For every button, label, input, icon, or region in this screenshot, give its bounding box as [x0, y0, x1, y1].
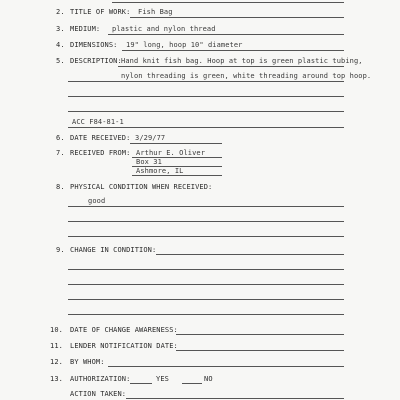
physical-condition-rule-3 [68, 236, 344, 237]
change-in-condition-rule-3 [68, 284, 344, 285]
date-received-rule [130, 143, 222, 144]
item-7-number: 7. [56, 149, 65, 157]
date-change-awareness-label: DATE OF CHANGE AWARENESS: [70, 326, 178, 334]
action-taken-label: ACTION TAKEN: [70, 390, 127, 398]
accession-number: ACC F84-81-1 [72, 118, 124, 126]
action-taken-rule [126, 398, 344, 399]
change-in-condition-rule-1 [156, 254, 344, 255]
authorization-no-blank [182, 383, 202, 384]
medium-rule [108, 34, 344, 35]
item-5-number: 5. [56, 57, 65, 65]
received-from-label: RECEIVED FROM: [70, 149, 131, 157]
physical-condition-label: PHYSICAL CONDITION WHEN RECEIVED: [70, 183, 213, 191]
item-10-number: 10. [50, 326, 63, 334]
lender-notification-date-rule [176, 350, 344, 351]
description-rule-3 [68, 96, 344, 97]
physical-condition-rule-2 [68, 221, 344, 222]
item-3-number: 3. [56, 25, 65, 33]
item-9-number: 9. [56, 246, 65, 254]
received-from-name: Arthur E. Oliver [136, 149, 206, 157]
date-change-awareness-rule [176, 334, 344, 335]
description-label: DESCRIPTION: [70, 57, 122, 65]
dimensions-label: DIMENSIONS: [70, 41, 118, 49]
item-6-number: 6. [56, 134, 65, 142]
description-rule-1 [118, 66, 344, 67]
description-rule-2 [68, 81, 344, 82]
dimensions-value: 19" long, hoop 10" diameter [126, 41, 243, 49]
item-4-number: 4. [56, 41, 65, 49]
description-line-1: Hand knit fish bag. Hoop at top is green plastic tubing, [121, 57, 363, 65]
lender-notification-date-label: LENDER NOTIFICATION DATE: [70, 342, 178, 350]
description-rule-4 [68, 111, 344, 112]
received-from-city: Ashmore, IL [136, 167, 184, 175]
received-from-box: Box 31 [136, 158, 162, 166]
change-in-condition-rule-2 [68, 269, 344, 270]
physical-condition-value: good [88, 197, 106, 205]
item-2-number: 2. [56, 8, 65, 16]
physical-condition-rule-1 [68, 206, 344, 207]
authorization-yes-label: YES [156, 375, 169, 383]
medium-label: MEDIUM: [70, 25, 101, 33]
title-value: Fish Bag [138, 8, 173, 16]
change-in-condition-rule-5 [68, 314, 344, 315]
item-12-number: 12. [50, 358, 63, 366]
title-rule [130, 17, 344, 18]
authorization-yes-blank [130, 383, 152, 384]
accession-rule [68, 127, 344, 128]
authorization-no-label: NO [204, 375, 213, 383]
by-whom-label: BY WHOM: [70, 358, 105, 366]
change-in-condition-rule-4 [68, 299, 344, 300]
title-label: TITLE OF WORK: [70, 8, 131, 16]
item-13-number: 13. [50, 375, 63, 383]
change-in-condition-label: CHANGE IN CONDITION: [70, 246, 157, 254]
received-from-rule-3 [132, 175, 222, 176]
date-received-label: DATE RECEIVED: [70, 134, 131, 142]
medium-value: plastic and nylon thread [112, 25, 216, 33]
item-1-rule [112, 2, 344, 3]
item-11-number: 11. [50, 342, 63, 350]
item-8-number: 8. [56, 183, 65, 191]
by-whom-rule [108, 366, 344, 367]
description-line-2: nylon threading is green, white threading around top hoop. [121, 72, 372, 80]
dimensions-rule [122, 50, 344, 51]
date-received-value: 3/29/77 [135, 134, 166, 142]
authorization-label: AUTHORIZATION: [70, 375, 131, 383]
